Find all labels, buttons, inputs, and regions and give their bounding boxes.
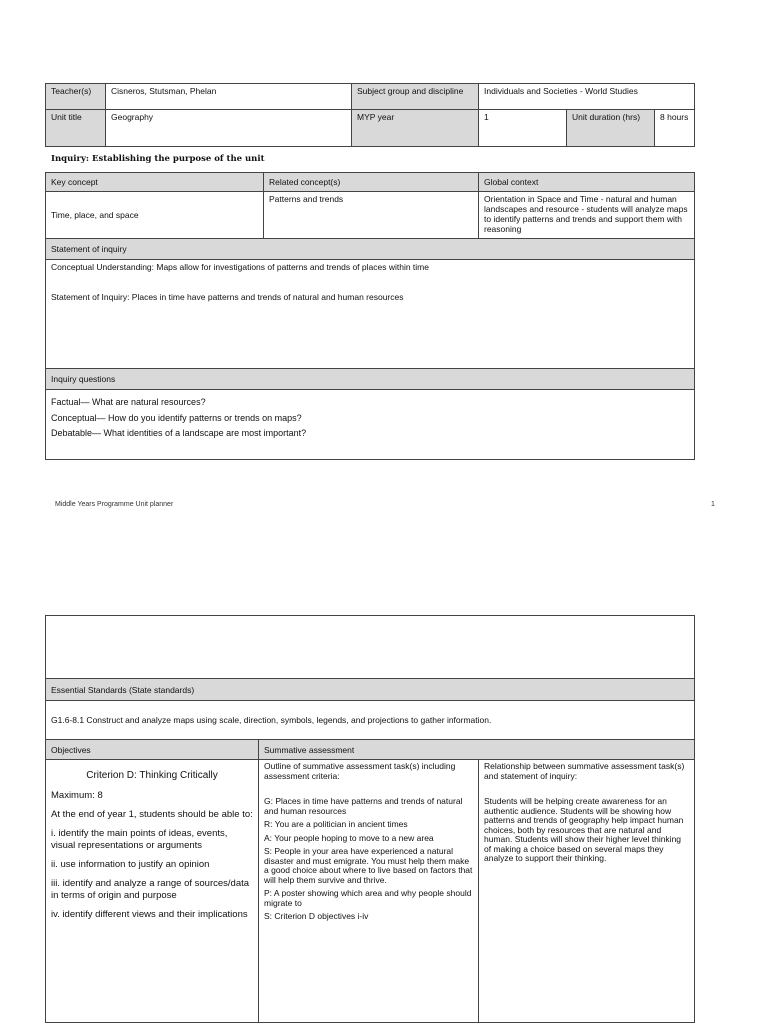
relationship-label: Relationship between summative assessment task(s) and statement of inquiry:: [484, 761, 685, 781]
grasps-goal: G: Places in time have patterns and trends of natural and human resources: [264, 796, 463, 816]
inquiry-table: [45, 172, 695, 460]
inquiry-questions-label: Inquiry questions: [46, 369, 695, 390]
subject-label: Subject group and discipline: [352, 84, 479, 110]
question-factual: Factual— What are natural resources?: [51, 397, 206, 407]
grasps-product: P: A poster showing which area and why people should migrate to: [264, 888, 472, 908]
unit-header-table: [45, 83, 695, 147]
grasps-audience: A: Your people hoping to move to a new area: [264, 832, 434, 843]
summative-assessment-label: Summative assessment: [259, 740, 695, 760]
summative-outline-cell: [259, 760, 479, 1023]
related-concepts-value: Patterns and trends: [264, 192, 479, 239]
objective-item: ii. use information to justify an opinion: [51, 859, 210, 870]
inquiry-section-title: Inquiry: Establishing the purpose of the unit: [51, 154, 265, 164]
statement-of-inquiry-cell: [46, 260, 695, 369]
empty-top-cell: [46, 616, 695, 679]
objectives-label: Objectives: [46, 740, 259, 760]
question-debatable: Debatable— What identities of a landscape are most important?: [51, 428, 307, 438]
objective-item: iv. identify different views and their implications: [51, 909, 248, 920]
statement-text: Statement of Inquiry: Places in time have patterns and trends of natural and human resources: [51, 292, 404, 302]
page2-table: [45, 615, 695, 1023]
unit-title-label: Unit title: [46, 110, 106, 147]
subject-value: Individuals and Societies - World Studies: [479, 84, 695, 110]
relationship-cell: [479, 760, 695, 1023]
conceptual-understanding: Conceptual Understanding: Maps allow for investigations of patterns and trends of places within time: [51, 262, 429, 272]
criterion-maximum: Maximum: 8: [51, 790, 103, 801]
global-context-value: Orientation in Space and Time - natural and human landscapes and resource - students will analyze maps to identify patterns and trends and support them with reasoning: [479, 192, 695, 239]
grasps-role: R: You are a politician in ancient times: [264, 819, 408, 829]
essential-standards-text: G1.6-8.1 Construct and analyze maps using scale, direction, symbols, legends, and projections to gather information.: [46, 701, 695, 740]
summative-outline-label: Outline of summative assessment task(s) including assessment criteria:: [264, 761, 456, 781]
grasps-situation: S: People in your area have experienced a natural disaster and must emigrate. You must help them make a good choice about where to live based on factors that will help them survive and thrive.: [264, 846, 473, 885]
relationship-text: Students will be helping create awareness for an authentic audience. Students will be showing how patterns and trends of geography help impact human choices, both by resources that are natural and human. Students will show their higher level thinking of making a choice based on several maps they analyze to support their thinking.: [484, 796, 684, 863]
grasps-standards: S: Criterion D objectives i-iv: [264, 911, 369, 921]
global-context-label: Global context: [479, 173, 695, 192]
criterion-title: Criterion D: Thinking Critically: [86, 770, 218, 781]
key-concept-label: Key concept: [46, 173, 264, 192]
footer-title: Middle Years Programme Unit planner: [55, 501, 174, 508]
objective-item: i. identify the main points of ideas, events, visual representations or arguments: [51, 828, 228, 851]
unit-duration-value: 8 hours: [655, 110, 695, 147]
statement-of-inquiry-label: Statement of inquiry: [46, 239, 695, 260]
key-concept-value: Time, place, and space: [46, 192, 264, 239]
essential-standards-label: Essential Standards (State standards): [46, 679, 695, 701]
teachers-label: Teacher(s): [46, 84, 106, 110]
objectives-intro: At the end of year 1, students should be able to:: [51, 809, 253, 820]
related-concepts-label: Related concept(s): [264, 173, 479, 192]
myp-year-value: 1: [479, 110, 567, 147]
objective-item: iii. identify and analyze a range of sources/data in terms of origin and purpose: [51, 878, 250, 901]
myp-year-label: MYP year: [352, 110, 479, 147]
inquiry-questions-cell: [46, 390, 695, 460]
unit-title-value: Geography: [106, 110, 352, 147]
teachers-value: Cisneros, Stutsman, Phelan: [106, 84, 352, 110]
objectives-cell: [46, 760, 259, 1023]
page-number: 1: [711, 501, 715, 508]
question-conceptual: Conceptual— How do you identify patterns or trends on maps?: [51, 412, 302, 423]
unit-duration-label: Unit duration (hrs): [567, 110, 655, 147]
